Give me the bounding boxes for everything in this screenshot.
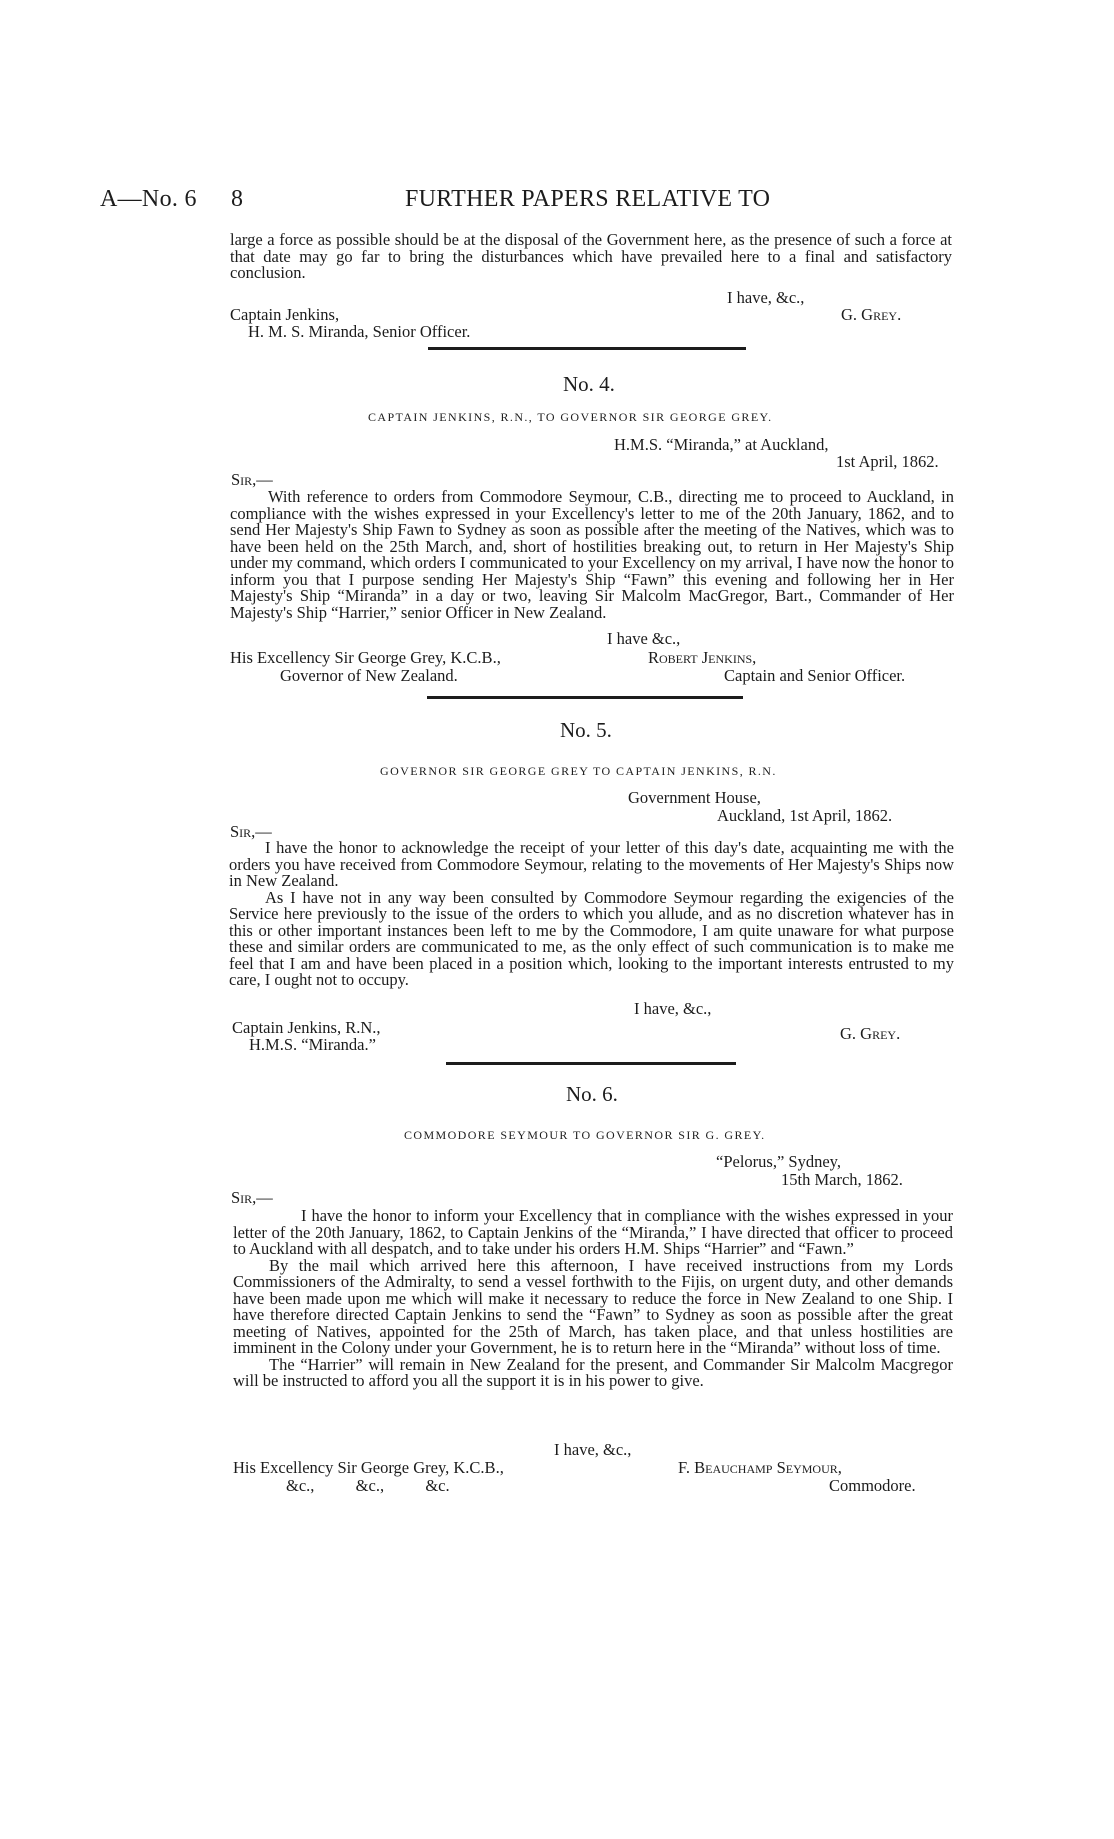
letter5-number: No. 5.: [560, 718, 612, 742]
letter5-date: Auckland, 1st April, 1862.: [717, 806, 893, 825]
section-divider: [428, 347, 746, 350]
letter6-date: 15th March, 1862.: [781, 1170, 903, 1189]
intro-addressee-ship: H. M. S. Miranda, Senior Officer.: [248, 322, 471, 341]
letter4-place: H.M.S. “Miranda,” at Auckland,: [614, 435, 829, 454]
intro-signature: G. Grey.: [841, 305, 902, 324]
section-divider: [427, 696, 743, 699]
letter6-body: I have the honor to inform your Excellency that in compliance with the wishes expressed in your letter of the 20th January, 1862, to Captain Jenkins of the “Miranda,” I have directed that officer to proceed to Auckland with all despatch, and to take under his orders H.M. Ships “Harrier” and “Fawn.” By the mail which arrived here this afternoon, I have received instructions from my Lords Commissioners of the Admiralty, to send a vessel forthwith to the Fijis, on urgent duty, and other demands have been made upon me which will make it necessary to reduce the force in New Zealand to one Ship. I have therefore directed Captain Jenkins to send the “Fawn” to Sydney as soon as possible after the great meeting of Natives, appointed for the 25th of March, has taken place, and that unless hostilities are imminent in the Colony under your Government, he is to return here in the “Miranda” without loss of time. The “Harrier” will remain in New Zealand for the present, and Commander Sir Malcolm Macgregor will be instructed to afford you all the support it is in his power to give.: [233, 1206, 953, 1390]
letter5-body: I have the honor to acknowledge the receipt of your letter of this day's date, acquainting me with the orders you have received from Commodore Seymour, relating to the movements of Her Majesty's Ships now in New Zealand. As I have not in any way been consulted by Commodore Seymour regarding the exigencies of the Service here previously to the issue of the orders to which you allude, and as no discretion whatever has in this or other important instances been left to me by the Commodore, I am quite unaware for what purpose these and similar orders are communicated to me, as the only effect of such communication is to make me feel that I am and have been placed in a position which, looking to the important interests entrusted to my care, I ought not to occupy.: [229, 838, 954, 989]
page-title: FURTHER PAPERS RELATIVE TO: [405, 186, 771, 212]
intro-addressee: Captain Jenkins,: [230, 305, 340, 324]
letter6-salutation: Sir,—: [231, 1188, 273, 1207]
letter6-place: “Pelorus,” Sydney,: [716, 1152, 841, 1171]
letter5-addressee: Captain Jenkins, R.N.,: [232, 1018, 381, 1037]
letter4-signature-title: Captain and Senior Officer.: [724, 666, 906, 685]
letter5-salutation: Sir,—: [230, 822, 272, 841]
letter4-salutation: Sir,—: [231, 470, 273, 489]
letter6-signature-title: Commodore.: [829, 1476, 916, 1495]
letter4-signature: Robert Jenkins,: [648, 648, 757, 667]
letter4-closing: I have &c.,: [607, 629, 681, 648]
letter6-addressee: His Excellency Sir George Grey, K.C.B.,: [233, 1458, 504, 1477]
letter4-number: No. 4.: [563, 372, 615, 396]
letter5-addressee-ship: H.M.S. “Miranda.”: [249, 1035, 376, 1054]
letter6-addressee-etc: &c., &c., &c.: [286, 1476, 450, 1495]
letter4-body: With reference to orders from Commodore Seymour, C.B., directing me to proceed to Auckland, in compliance with the wishes expressed in your Excellency's letter to me of the 20th January, 1862, and to send Her Majesty's Ship Fawn to Sydney as soon as possible after the meeting of the Natives, which was to have been held on the 25th March, and, short of hostilities breaking out, to return in Her Majesty's Ship under my command, which orders I communicated to your Excellency on my arrival, I have now the honor to inform you that I purpose sending Her Majesty's Ship “Fawn” this evening and following her in Her Majesty's Ship “Miranda” in a day or two, leaving Sir Malcolm MacGregor, Bart., Commander of Her Majesty's Ship “Harrier,” senior Officer in New Zealand.: [230, 487, 954, 622]
letter4-date: 1st April, 1862.: [836, 452, 939, 471]
letter6-heading: COMMODORE SEYMOUR TO GOVERNOR SIR G. GREY.: [404, 1128, 766, 1142]
letter6-number: No. 6.: [566, 1082, 618, 1106]
letter6-closing: I have, &c.,: [554, 1440, 632, 1459]
section-divider: [446, 1062, 736, 1065]
intro-paragraph: large a force as possible should be at the disposal of the Government here, as the presence of such a force at that date may go far to bring the disturbances which have prevailed here to a final and satisfactory conclusion.: [230, 230, 952, 282]
letter5-place: Government House,: [628, 788, 761, 807]
letter5-closing: I have, &c.,: [634, 999, 712, 1018]
letter4-addressee: His Excellency Sir George Grey, K.C.B.,: [230, 648, 501, 667]
letter4-heading: CAPTAIN JENKINS, R.N., TO GOVERNOR SIR GEORGE GREY.: [368, 410, 773, 424]
intro-closing: I have, &c.,: [727, 288, 805, 307]
letter5-heading: GOVERNOR SIR GEORGE GREY TO CAPTAIN JENKINS, R.N.: [380, 764, 777, 778]
letter5-signature: G. Grey.: [840, 1024, 901, 1043]
letter4-addressee-title: Governor of New Zealand.: [280, 666, 458, 685]
document-reference: A—No. 6: [100, 186, 197, 212]
page-number: 8: [231, 186, 244, 212]
letter6-signature: F. Beauchamp Seymour,: [678, 1458, 842, 1477]
